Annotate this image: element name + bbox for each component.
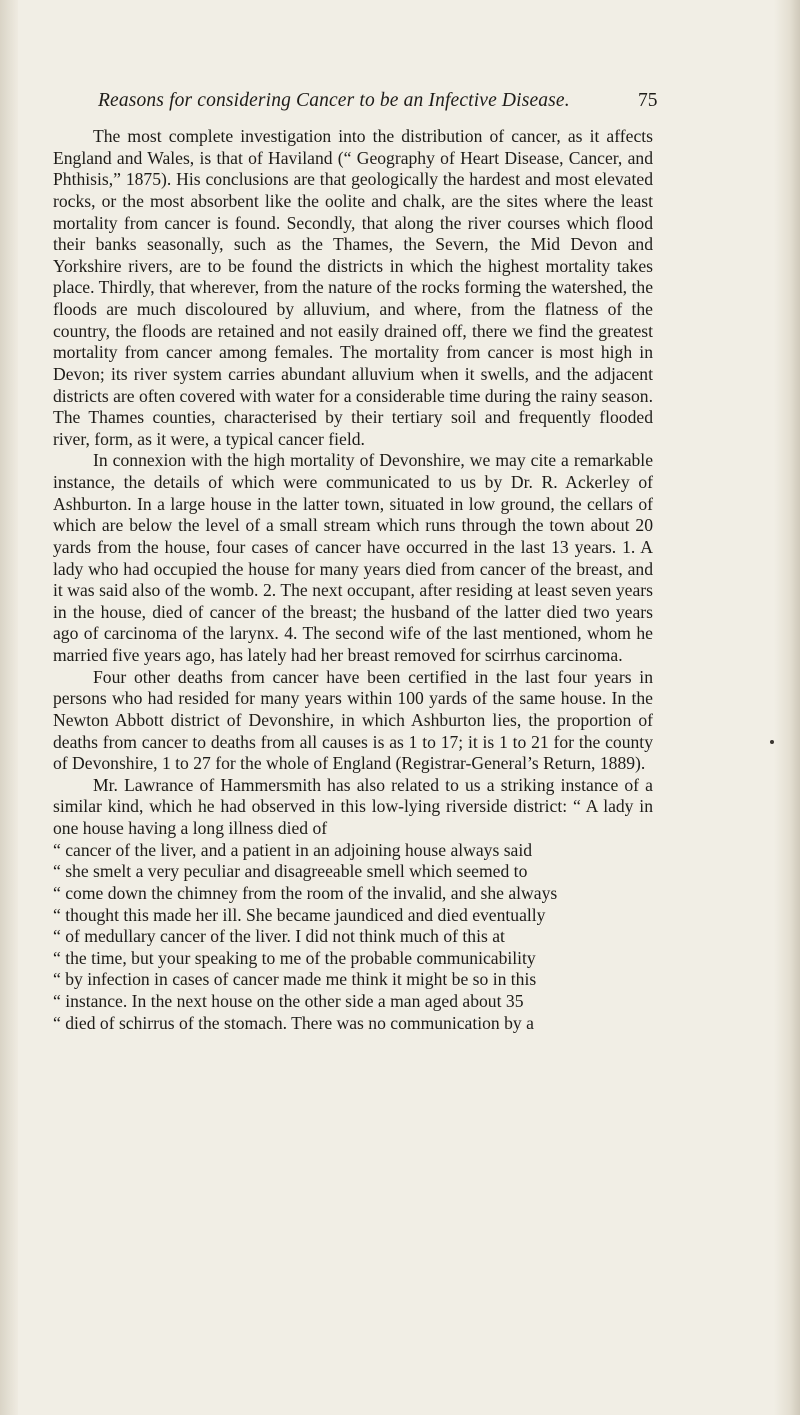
paragraph-devonshire-instance: In connexion with the high mortality of Devonshire, we may cite a remarkable instance, the details of which were communicated to us by Dr. R. Ackerley of Ashburton. In a large house in the latter town, situated in low ground, the cellars of which are below the level of a small stream which runs through the town about 20 yards from the house, four cases of cancer have occurred in the last 13 years. 1. A lady who had occupied the house for many years died from cancer of the breast, and it was said also of the womb. 2. The next occupant, after residing at least seven years in the house, died of cancer of the breast; the husband of the latter died two years ago of carcinoma of the larynx. 4. The second wife of the last mentioned, whom he married five years ago, has lately had her breast removed for scirrhus carcinoma. bbox=[53, 450, 653, 665]
quoted-line: “ come down the chimney from the room of the invalid, and she always bbox=[53, 882, 558, 903]
running-title: Reasons for considering Cancer to be an Infective Disease. bbox=[98, 90, 570, 111]
page-gutter-shadow bbox=[0, 0, 18, 1415]
paragraph-haviland: The most complete investigation into the distribution of cancer, as it affects England and Wales, is that of Haviland (“ Geography of Heart Disease, Cancer, and Phthisis,” 1875). His conclusions are that geologically the hardest and most elevated rocks, or the most absorbent like the oolite and chalk, are the sites where the least mortality from cancer is found. Secondly, that along the river courses which flood their banks seasonally, such as the Thames, the Severn, the Mid Devon and Yorkshire rivers, are to be found the districts in which the highest mortality takes place. Thirdly, that wherever, from the nature of the rocks forming the watershed, the floods are much discoloured by alluvium, and where, from the flatness of the country, the floods are retained and not easily drained off, there we find the greatest mortality from cancer among females. The mortality from cancer is most high in Devon; its river system carries abundant alluvium when it swells, and the adjacent districts are often covered with water for a considerable time during the rainy season. The Thames counties, characterised by their tertiary soil and frequently flooded river, form, as it were, a typical cancer field. bbox=[53, 126, 653, 449]
quoted-line: “ instance. In the next house on the other side a man aged about 35 bbox=[53, 991, 524, 1011]
paragraph-newton-abbott: Four other deaths from cancer have been certified in the last four years in persons who had resided for many years within 100 yards of the same house. In the Newton Abbott district of Devonshire, in which Ashburton lies, the proportion of deaths from cancer to deaths from all causes is as 1 to 17; it is 1 to 21 for the county of Devonshire, 1 to 27 for the whole of England (Registrar-General’s Return, 1889). bbox=[53, 666, 653, 774]
quoted-line: “ died of schirrus of the stomach. There was no communication by a bbox=[53, 1012, 534, 1033]
quoted-line: “ cancer of the liver, and a patient in an adjoining house always said bbox=[53, 839, 533, 860]
body-text bbox=[53, 126, 653, 1034]
margin-mark bbox=[770, 740, 774, 744]
quoted-line: “ of medullary cancer of the liver. I did not think much of this at bbox=[53, 926, 505, 947]
paragraph-lawrance: Mr. Lawrance of Hammersmith has also related to us a striking instance of a similar kind, which he had observed in this low-lying riverside district: “ A lady in one house having a long illness died of bbox=[53, 774, 653, 838]
page-edge bbox=[774, 0, 800, 1415]
quoted-line: “ the time, but your speaking to me of the probable communicability bbox=[53, 947, 536, 968]
quoted-line: “ thought this made her ill. She became jaundiced and died eventually bbox=[53, 904, 546, 925]
quoted-line: “ she smelt a very peculiar and disagreeable smell which seemed to bbox=[53, 861, 528, 882]
quoted-line: “ by infection in cases of cancer made me think it might be so in this bbox=[53, 969, 537, 990]
page-number: 75 bbox=[638, 90, 658, 111]
